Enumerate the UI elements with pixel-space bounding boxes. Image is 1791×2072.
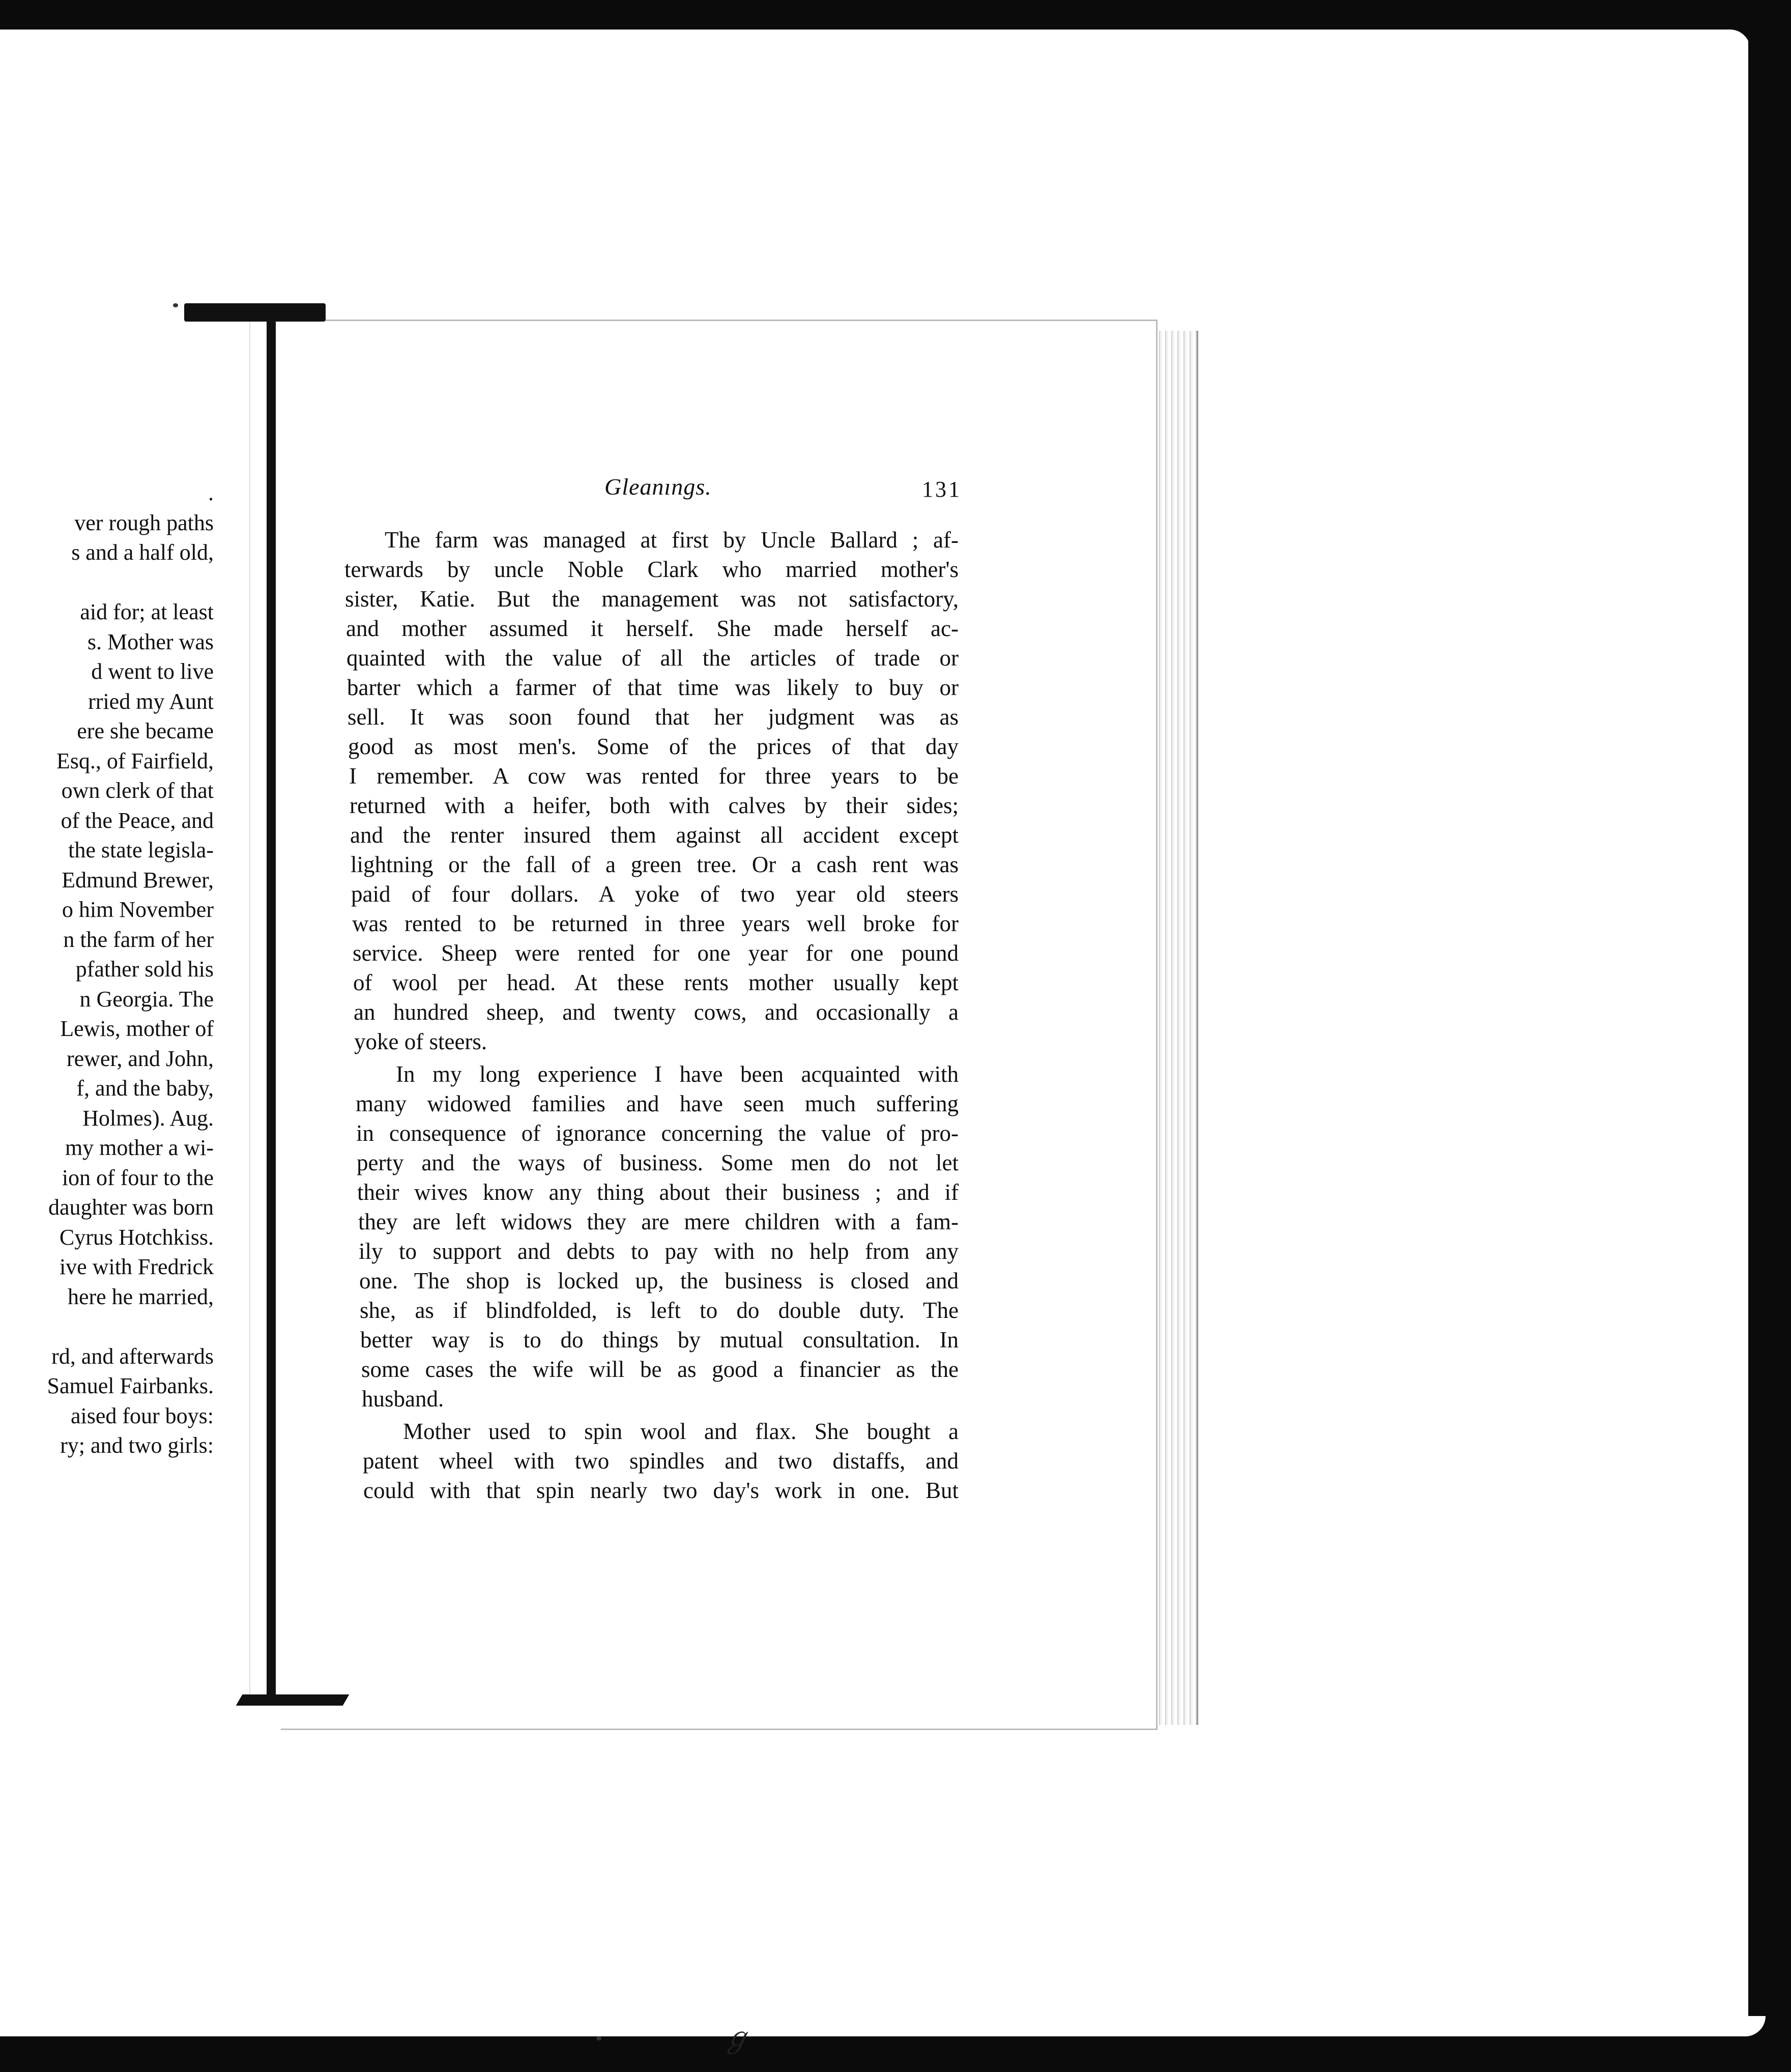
left-text-line: the state legisla- xyxy=(68,838,214,862)
text-line: lightning or the fall of a green tree. Or a cash rent was xyxy=(351,852,959,877)
left-text-line: ere she became xyxy=(77,718,214,743)
left-text-line: my mother a wi- xyxy=(65,1135,214,1160)
text-line: The farm was managed at first by Uncle Ballard ; af- xyxy=(385,527,959,553)
text-line: one. The shop is locked up, the business is closed and xyxy=(359,1268,959,1293)
left-text-line: Lewis, mother of xyxy=(60,1016,214,1041)
text-line: returned with a heifer, both with calves by their sides; xyxy=(350,793,959,818)
text-line: quainted with the value of all the articles of trade or xyxy=(346,645,959,671)
text-line: ily to support and debts to pay with no help from any xyxy=(359,1239,959,1264)
left-text-line: aised four boys: xyxy=(70,1403,214,1428)
text-line: could with that spin nearly two day's work in one. But xyxy=(363,1478,959,1503)
text-line: Mother used to spin wool and flax. She bought a xyxy=(403,1419,959,1444)
text-line: husband. xyxy=(362,1386,444,1412)
left-text-line: n Georgia. The xyxy=(79,986,214,1012)
text-line: they are left widows they are mere children with a fam- xyxy=(358,1209,959,1234)
scan-speck xyxy=(173,303,178,307)
text-line: good as most men's. Some of the prices of that day xyxy=(348,734,959,759)
gutter-clamp-stem xyxy=(267,321,276,1700)
text-line: sell. It was soon found that her judgment was as xyxy=(348,704,959,730)
scan-border-bottom-inner xyxy=(0,2016,1766,2036)
running-head: Gleanıngs. xyxy=(604,474,712,500)
text-line: sister, Katie. But the management was not satisfactory, xyxy=(345,586,959,612)
text-line: an hundred sheep, and twenty cows, and occasionally a xyxy=(354,999,959,1025)
left-text-line: Esq., of Fairfield, xyxy=(56,748,214,773)
left-text-line: rewer, and John, xyxy=(66,1046,214,1071)
text-line: many widowed families and have seen much suffering xyxy=(356,1091,959,1116)
left-text-line: Holmes). Aug. xyxy=(82,1105,214,1131)
text-line: perty and the ways of business. Some men do not let xyxy=(357,1150,959,1175)
left-text-line: ry; and two girls: xyxy=(60,1433,214,1458)
left-text-line: daughter was born xyxy=(48,1195,214,1220)
text-line: barter which a farmer of that time was likely to buy or xyxy=(347,675,959,700)
left-text-line: of the Peace, and xyxy=(61,808,214,833)
left-text-line: rd, and afterwards xyxy=(51,1343,214,1369)
left-text-line: aid for; at least xyxy=(80,599,214,624)
left-text-line: ver rough paths xyxy=(74,510,214,535)
text-line: paid of four dollars. A yoke of two year old steers xyxy=(351,881,959,907)
left-facing-page xyxy=(0,310,250,1705)
left-text-line: Edmund Brewer, xyxy=(62,867,214,893)
text-line: their wives know any thing about their business ; and if xyxy=(357,1179,959,1205)
text-line: yoke of steers. xyxy=(354,1029,487,1054)
left-text-line: s and a half old, xyxy=(71,540,214,565)
page-edges xyxy=(1156,331,1198,1725)
text-line: in consequence of ignorance concerning the value of pro- xyxy=(356,1120,959,1146)
left-text-line: . xyxy=(208,480,214,505)
left-text-line: here he married, xyxy=(67,1284,214,1309)
scan-speck xyxy=(596,2036,601,2040)
left-text-line: f, and the baby, xyxy=(76,1076,214,1101)
left-text-line: own clerk of that xyxy=(61,778,214,803)
left-text-line: Cyrus Hotchkiss. xyxy=(59,1224,214,1250)
left-text-line: rried my Aunt xyxy=(88,688,214,714)
text-line: and mother assumed it herself. She made herself ac- xyxy=(346,616,959,641)
text-line: service. Sheep were rented for one year for one pound xyxy=(353,940,959,966)
scan-mark: ℊ xyxy=(723,2022,751,2054)
left-text-line: s. Mother was xyxy=(87,629,214,654)
text-line: was rented to be returned in three years well broke for xyxy=(352,911,959,936)
page-number: 131 xyxy=(922,477,962,502)
left-text-line: d went to live xyxy=(91,659,214,684)
text-line: terwards by uncle Noble Clark who married mother's xyxy=(344,557,959,582)
gutter-clamp-top xyxy=(184,303,326,322)
left-text-line: pfather sold his xyxy=(75,957,214,982)
left-text-line: ion of four to the xyxy=(62,1165,214,1190)
left-text-line: o him November xyxy=(62,897,214,922)
text-line: better way is to do things by mutual consultation. In xyxy=(360,1327,959,1352)
text-line: of wool per head. At these rents mother usually kept xyxy=(353,970,959,995)
text-line: some cases the wife will be as good a financier as the xyxy=(361,1357,959,1382)
text-line: patent wheel with two spindles and two distaffs, and xyxy=(363,1448,959,1474)
text-line: I remember. A cow was rented for three years to be xyxy=(349,763,959,789)
text-line: and the renter insured them against all accident except xyxy=(350,822,959,848)
gutter-clamp-foot xyxy=(236,1694,350,1706)
left-text-line: Samuel Fairbanks. xyxy=(47,1373,214,1398)
text-line: she, as if blindfolded, is left to do double duty. The xyxy=(360,1298,959,1323)
text-line: In my long experience I have been acquainted with xyxy=(396,1061,959,1087)
left-text-line: n the farm of her xyxy=(63,927,214,952)
scan-border-top-inner xyxy=(0,30,1750,50)
scan-border-right xyxy=(1748,0,1791,2072)
left-text-line: ive with Fredrick xyxy=(59,1254,214,1279)
